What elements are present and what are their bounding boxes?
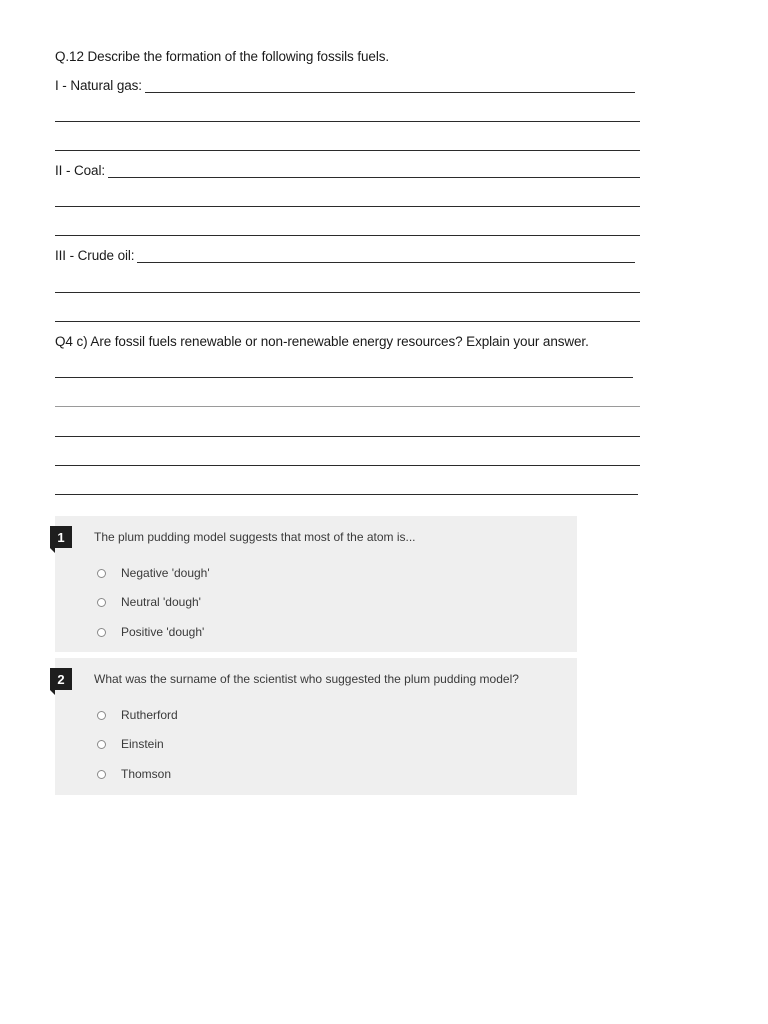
crude-oil-prompt bbox=[55, 248, 635, 263]
natural-gas-label: I - Natural gas: bbox=[55, 78, 142, 93]
crude-oil-answer-line[interactable] bbox=[137, 252, 635, 263]
quiz-question-text: The plum pudding model suggests that most of the atom is... bbox=[94, 530, 416, 544]
radio-button-icon[interactable] bbox=[97, 770, 106, 779]
coal-prompt bbox=[55, 163, 640, 178]
radio-button-icon[interactable] bbox=[97, 598, 106, 607]
radio-button-icon[interactable] bbox=[97, 569, 106, 578]
answer-line[interactable] bbox=[55, 494, 638, 495]
quiz-card-1 bbox=[55, 516, 577, 652]
answer-line[interactable] bbox=[55, 465, 640, 466]
answer-line[interactable] bbox=[55, 377, 633, 378]
quiz-option[interactable] bbox=[97, 566, 210, 580]
quiz-option[interactable] bbox=[97, 708, 178, 722]
radio-button-icon[interactable] bbox=[97, 628, 106, 637]
answer-line[interactable] bbox=[55, 206, 640, 207]
question-number-badge: 1 bbox=[50, 526, 72, 548]
answer-line[interactable] bbox=[55, 292, 640, 293]
quiz-question-text: What was the surname of the scientist who suggested the plum pudding model? bbox=[94, 672, 519, 686]
quiz-option-label: Neutral 'dough' bbox=[121, 595, 201, 609]
radio-button-icon[interactable] bbox=[97, 740, 106, 749]
answer-line[interactable] bbox=[55, 436, 640, 437]
quiz-card-2 bbox=[55, 658, 577, 795]
natural-gas-prompt bbox=[55, 78, 635, 93]
quiz-option-label: Einstein bbox=[121, 737, 164, 751]
quiz-option[interactable] bbox=[97, 625, 204, 639]
q4c-title: Q4 c) Are fossil fuels renewable or non-renewable energy resources? Explain your answer. bbox=[55, 334, 589, 349]
quiz-option-label: Thomson bbox=[121, 767, 172, 781]
question-number-badge: 2 bbox=[50, 668, 72, 690]
answer-line[interactable] bbox=[55, 235, 640, 236]
natural-gas-answer-line[interactable] bbox=[145, 82, 635, 93]
quiz-option[interactable] bbox=[97, 595, 201, 609]
quiz-option-label: Negative 'dough' bbox=[121, 566, 210, 580]
answer-line[interactable] bbox=[55, 121, 640, 122]
answer-line[interactable] bbox=[55, 406, 640, 407]
radio-button-icon[interactable] bbox=[97, 711, 106, 720]
quiz-option-label: Positive 'dough' bbox=[121, 625, 205, 639]
quiz-option[interactable] bbox=[97, 737, 164, 751]
coal-answer-line[interactable] bbox=[108, 167, 640, 178]
answer-line[interactable] bbox=[55, 321, 640, 322]
coal-label: II - Coal: bbox=[55, 163, 106, 178]
quiz-option[interactable] bbox=[97, 767, 171, 781]
quiz-option-label: Rutherford bbox=[121, 708, 178, 722]
answer-line[interactable] bbox=[55, 150, 640, 151]
crude-oil-label: III - Crude oil: bbox=[55, 248, 135, 263]
q12-title: Q.12 Describe the formation of the following fossils fuels. bbox=[55, 49, 390, 64]
